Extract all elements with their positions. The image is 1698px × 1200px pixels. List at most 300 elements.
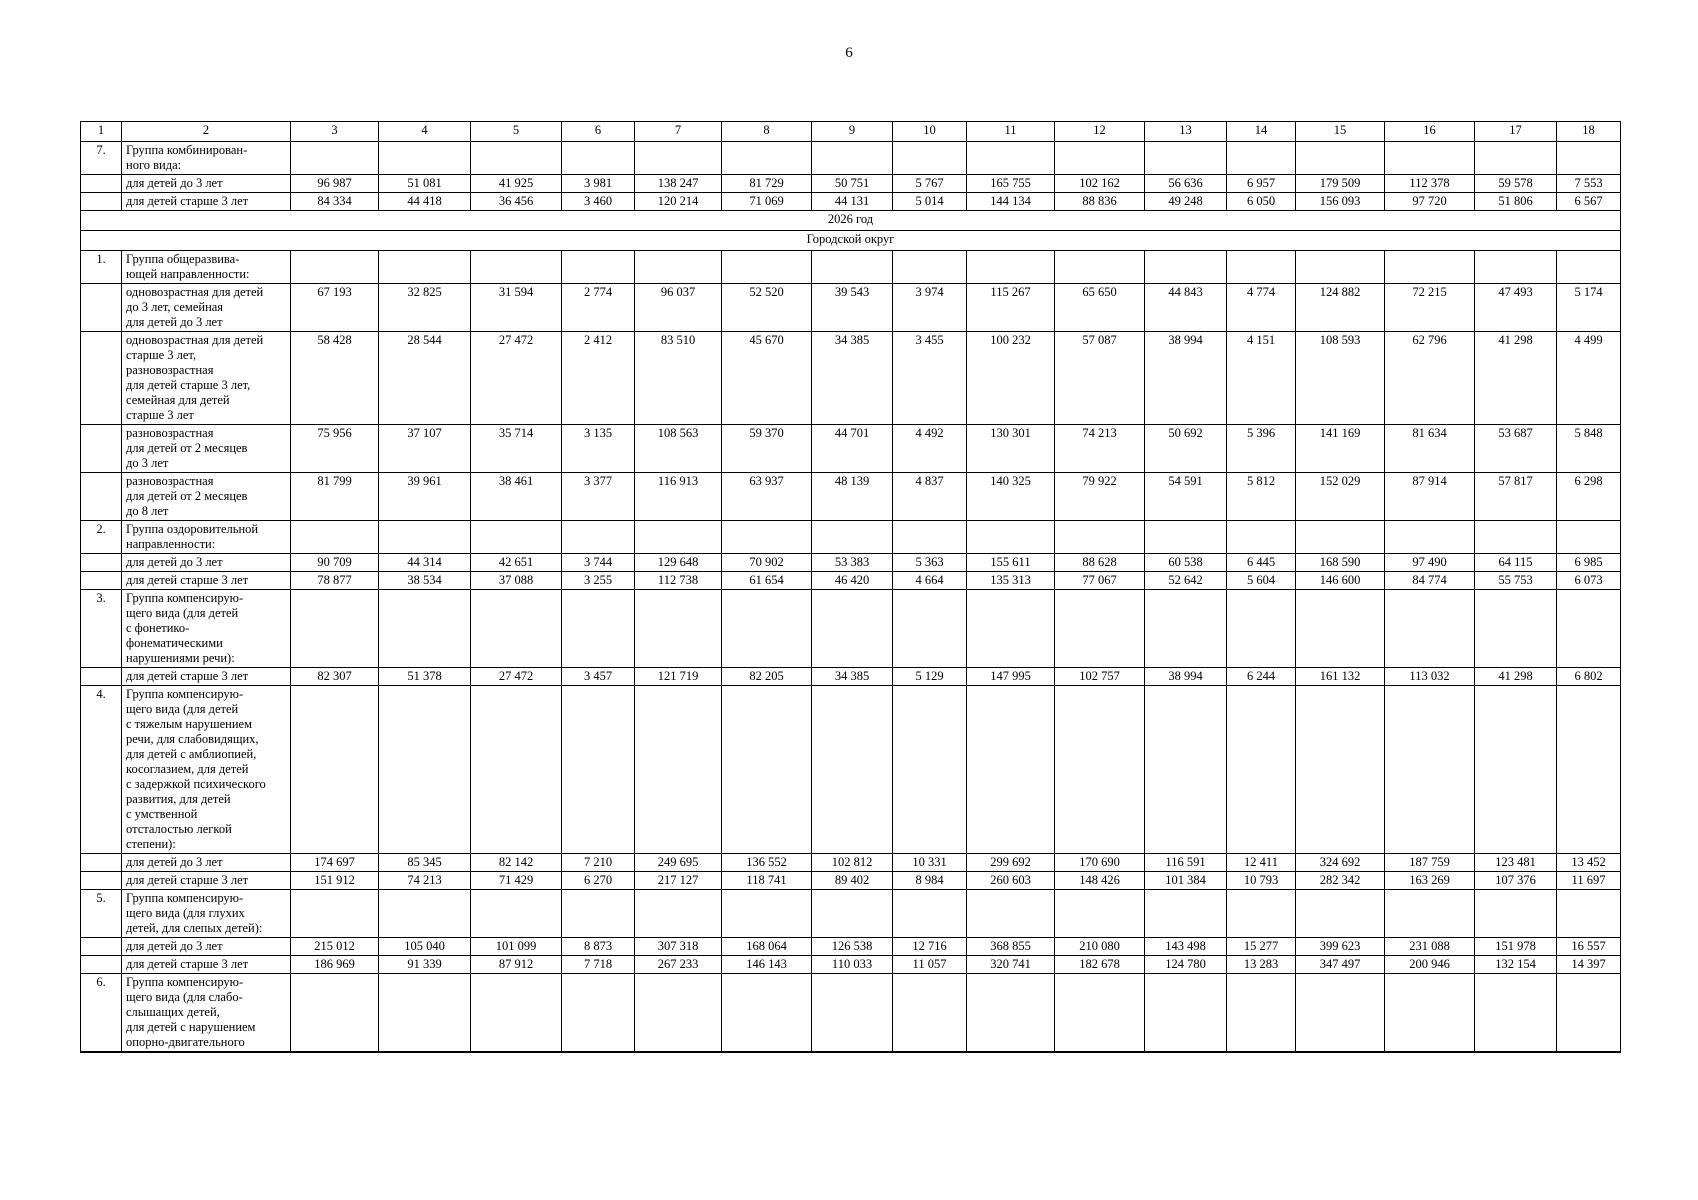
row-number — [81, 175, 122, 193]
value-cell — [812, 521, 893, 554]
value-cell: 44 418 — [379, 193, 471, 211]
value-cell — [893, 521, 967, 554]
value-cell: 59 578 — [1475, 175, 1557, 193]
value-cell: 3 377 — [562, 473, 635, 521]
table-row — [81, 473, 1621, 521]
value-cell: 3 255 — [562, 572, 635, 590]
table-row — [81, 956, 1621, 974]
value-cell: 58 428 — [291, 332, 379, 425]
value-cell — [379, 142, 471, 175]
value-cell: 7 553 — [1557, 175, 1621, 193]
value-cell: 3 974 — [893, 284, 967, 332]
column-number-cell: 10 — [893, 122, 967, 142]
value-cell: 34 385 — [812, 332, 893, 425]
value-cell: 44 131 — [812, 193, 893, 211]
value-cell — [1385, 974, 1475, 1053]
value-cell: 82 307 — [291, 668, 379, 686]
value-cell — [1055, 974, 1145, 1053]
value-cell — [635, 686, 722, 854]
section-header: 2026 год — [81, 211, 1621, 231]
value-cell: 70 902 — [722, 554, 812, 572]
value-cell: 8 873 — [562, 938, 635, 956]
value-cell — [812, 890, 893, 938]
row-label: Группа компенсирую- щего вида (для слабо- слышащих детей, для детей с нарушением опорно-двигательного — [122, 974, 291, 1053]
value-cell — [379, 686, 471, 854]
value-cell: 115 267 — [967, 284, 1055, 332]
value-cell: 41 298 — [1475, 668, 1557, 686]
group-row — [81, 890, 1621, 938]
value-cell: 105 040 — [379, 938, 471, 956]
value-cell — [967, 142, 1055, 175]
value-cell — [379, 590, 471, 668]
value-cell: 88 628 — [1055, 554, 1145, 572]
value-cell: 112 378 — [1385, 175, 1475, 193]
row-number: 4. — [81, 686, 122, 854]
value-cell: 49 248 — [1145, 193, 1227, 211]
value-cell — [812, 142, 893, 175]
value-cell — [291, 142, 379, 175]
value-cell: 85 345 — [379, 854, 471, 872]
value-cell: 42 651 — [471, 554, 562, 572]
value-cell: 34 385 — [812, 668, 893, 686]
value-cell: 59 370 — [722, 425, 812, 473]
value-cell: 46 420 — [812, 572, 893, 590]
value-cell: 6 244 — [1227, 668, 1296, 686]
value-cell: 74 213 — [379, 872, 471, 890]
value-cell: 41 925 — [471, 175, 562, 193]
value-cell: 102 757 — [1055, 668, 1145, 686]
row-number: 3. — [81, 590, 122, 668]
value-cell: 5 396 — [1227, 425, 1296, 473]
value-cell: 14 397 — [1557, 956, 1621, 974]
value-cell: 267 233 — [635, 956, 722, 974]
value-cell: 141 169 — [1296, 425, 1385, 473]
column-number-cell: 7 — [635, 122, 722, 142]
value-cell — [722, 974, 812, 1053]
table-row — [81, 872, 1621, 890]
table-row — [81, 425, 1621, 473]
value-cell: 5 604 — [1227, 572, 1296, 590]
table-row — [81, 938, 1621, 956]
value-cell: 6 445 — [1227, 554, 1296, 572]
value-cell — [1145, 142, 1227, 175]
value-cell: 138 247 — [635, 175, 722, 193]
column-number-cell: 12 — [1055, 122, 1145, 142]
row-number: 7. — [81, 142, 122, 175]
value-cell — [471, 974, 562, 1053]
value-cell — [1227, 251, 1296, 284]
value-cell — [893, 590, 967, 668]
value-cell: 179 509 — [1296, 175, 1385, 193]
value-cell: 45 670 — [722, 332, 812, 425]
value-cell: 101 099 — [471, 938, 562, 956]
value-cell: 81 634 — [1385, 425, 1475, 473]
value-cell — [967, 686, 1055, 854]
value-cell: 6 073 — [1557, 572, 1621, 590]
value-cell: 10 793 — [1227, 872, 1296, 890]
value-cell: 147 995 — [967, 668, 1055, 686]
value-cell — [1296, 251, 1385, 284]
value-cell — [379, 974, 471, 1053]
value-cell: 3 981 — [562, 175, 635, 193]
value-cell — [967, 890, 1055, 938]
value-cell — [1055, 251, 1145, 284]
value-cell — [471, 251, 562, 284]
value-cell — [1145, 590, 1227, 668]
value-cell: 132 154 — [1475, 956, 1557, 974]
value-cell — [893, 686, 967, 854]
column-number-cell: 15 — [1296, 122, 1385, 142]
value-cell — [1385, 142, 1475, 175]
value-cell: 12 411 — [1227, 854, 1296, 872]
value-cell: 72 215 — [1385, 284, 1475, 332]
value-cell — [635, 251, 722, 284]
value-cell: 4 499 — [1557, 332, 1621, 425]
value-cell — [1296, 890, 1385, 938]
value-cell: 140 325 — [967, 473, 1055, 521]
value-cell: 3 457 — [562, 668, 635, 686]
value-cell: 31 594 — [471, 284, 562, 332]
value-cell — [1296, 521, 1385, 554]
value-cell: 5 174 — [1557, 284, 1621, 332]
row-number — [81, 872, 122, 890]
value-cell — [1145, 521, 1227, 554]
row-label: для детей старше 3 лет — [122, 956, 291, 974]
value-cell: 39 543 — [812, 284, 893, 332]
value-cell — [635, 590, 722, 668]
value-cell — [722, 251, 812, 284]
value-cell — [291, 521, 379, 554]
value-cell — [1557, 521, 1621, 554]
value-cell: 47 493 — [1475, 284, 1557, 332]
value-cell — [379, 521, 471, 554]
value-cell: 2 412 — [562, 332, 635, 425]
value-cell — [1227, 890, 1296, 938]
column-number-row — [81, 122, 1621, 142]
value-cell: 50 692 — [1145, 425, 1227, 473]
value-cell: 89 402 — [812, 872, 893, 890]
value-cell: 61 654 — [722, 572, 812, 590]
value-cell — [967, 521, 1055, 554]
value-cell: 307 318 — [635, 938, 722, 956]
value-cell — [1055, 142, 1145, 175]
value-cell: 187 759 — [1385, 854, 1475, 872]
value-cell — [471, 521, 562, 554]
value-cell — [1475, 251, 1557, 284]
row-number — [81, 473, 122, 521]
value-cell: 41 298 — [1475, 332, 1557, 425]
value-cell: 38 994 — [1145, 332, 1227, 425]
value-cell — [471, 590, 562, 668]
value-cell: 87 912 — [471, 956, 562, 974]
value-cell: 44 843 — [1145, 284, 1227, 332]
value-cell: 28 544 — [379, 332, 471, 425]
value-cell: 7 718 — [562, 956, 635, 974]
row-number: 5. — [81, 890, 122, 938]
value-cell: 64 115 — [1475, 554, 1557, 572]
value-cell — [1145, 974, 1227, 1053]
value-cell: 39 961 — [379, 473, 471, 521]
column-number-cell: 6 — [562, 122, 635, 142]
value-cell: 102 812 — [812, 854, 893, 872]
table-row — [81, 554, 1621, 572]
value-cell — [812, 974, 893, 1053]
value-cell: 44 314 — [379, 554, 471, 572]
value-cell: 55 753 — [1475, 572, 1557, 590]
value-cell — [722, 890, 812, 938]
value-cell — [1385, 251, 1475, 284]
value-cell — [1475, 142, 1557, 175]
value-cell — [1227, 590, 1296, 668]
value-cell: 7 210 — [562, 854, 635, 872]
value-cell: 52 520 — [722, 284, 812, 332]
value-cell: 5 014 — [893, 193, 967, 211]
value-cell: 165 755 — [967, 175, 1055, 193]
row-number — [81, 938, 122, 956]
value-cell: 399 623 — [1296, 938, 1385, 956]
value-cell: 108 593 — [1296, 332, 1385, 425]
value-cell — [1385, 521, 1475, 554]
value-cell: 4 151 — [1227, 332, 1296, 425]
value-cell — [562, 251, 635, 284]
value-cell: 81 729 — [722, 175, 812, 193]
value-cell — [1557, 142, 1621, 175]
value-cell: 135 313 — [967, 572, 1055, 590]
value-cell: 97 720 — [1385, 193, 1475, 211]
value-cell — [893, 251, 967, 284]
table-row — [81, 332, 1621, 425]
value-cell: 168 590 — [1296, 554, 1385, 572]
table-row — [81, 175, 1621, 193]
value-cell — [291, 890, 379, 938]
value-cell — [893, 142, 967, 175]
value-cell: 81 799 — [291, 473, 379, 521]
value-cell: 126 538 — [812, 938, 893, 956]
value-cell — [1557, 974, 1621, 1053]
value-cell — [1227, 686, 1296, 854]
value-cell: 63 937 — [722, 473, 812, 521]
row-label: Группа компенсирую- щего вида (для глухих детей, для слепых детей): — [122, 890, 291, 938]
row-label: одновозрастная для детей старше 3 лет, разновозрастная для детей старше 3 лет, семейная для детей старше 3 лет — [122, 332, 291, 425]
value-cell: 50 751 — [812, 175, 893, 193]
row-number — [81, 284, 122, 332]
row-number — [81, 193, 122, 211]
value-cell — [1055, 686, 1145, 854]
value-cell — [562, 686, 635, 854]
value-cell: 3 744 — [562, 554, 635, 572]
value-cell — [967, 251, 1055, 284]
value-cell: 148 426 — [1055, 872, 1145, 890]
row-label: Группа комбинирован- ного вида: — [122, 142, 291, 175]
value-cell: 136 552 — [722, 854, 812, 872]
value-cell: 54 591 — [1145, 473, 1227, 521]
value-cell: 91 339 — [379, 956, 471, 974]
value-cell: 96 987 — [291, 175, 379, 193]
value-cell: 4 774 — [1227, 284, 1296, 332]
value-cell: 260 603 — [967, 872, 1055, 890]
value-cell: 5 129 — [893, 668, 967, 686]
row-label: для детей до 3 лет — [122, 175, 291, 193]
value-cell — [812, 686, 893, 854]
value-cell: 13 283 — [1227, 956, 1296, 974]
value-cell: 79 922 — [1055, 473, 1145, 521]
row-number: 2. — [81, 521, 122, 554]
value-cell: 6 957 — [1227, 175, 1296, 193]
value-cell — [722, 590, 812, 668]
value-cell — [722, 686, 812, 854]
value-cell: 74 213 — [1055, 425, 1145, 473]
value-cell: 51 081 — [379, 175, 471, 193]
row-label: для детей до 3 лет — [122, 938, 291, 956]
value-cell — [722, 142, 812, 175]
value-cell: 156 093 — [1296, 193, 1385, 211]
row-number — [81, 572, 122, 590]
value-cell: 36 456 — [471, 193, 562, 211]
value-cell — [471, 890, 562, 938]
value-cell: 84 334 — [291, 193, 379, 211]
value-cell: 161 132 — [1296, 668, 1385, 686]
row-label: Группа компенсирую- щего вида (для детей с тяжелым нарушением речи, для слабовидящих, для детей с амблиопией, косоглазием, для детей с задержкой психического развития, для детей с умственной отсталостью легкой степени): — [122, 686, 291, 854]
value-cell — [1296, 686, 1385, 854]
value-cell — [1557, 686, 1621, 854]
value-cell — [379, 890, 471, 938]
value-cell: 347 497 — [1296, 956, 1385, 974]
table-row — [81, 668, 1621, 686]
value-cell: 5 363 — [893, 554, 967, 572]
value-cell: 48 139 — [812, 473, 893, 521]
column-number-cell: 3 — [291, 122, 379, 142]
value-cell — [562, 521, 635, 554]
value-cell: 121 719 — [635, 668, 722, 686]
value-cell: 120 214 — [635, 193, 722, 211]
value-cell: 116 591 — [1145, 854, 1227, 872]
value-cell — [1227, 974, 1296, 1053]
value-cell: 96 037 — [635, 284, 722, 332]
value-cell — [1296, 590, 1385, 668]
value-cell: 124 882 — [1296, 284, 1385, 332]
value-cell: 97 490 — [1385, 554, 1475, 572]
value-cell: 12 716 — [893, 938, 967, 956]
row-number — [81, 554, 122, 572]
value-cell: 299 692 — [967, 854, 1055, 872]
value-cell: 78 877 — [291, 572, 379, 590]
value-cell: 62 796 — [1385, 332, 1475, 425]
value-cell — [471, 142, 562, 175]
table-row — [81, 284, 1621, 332]
value-cell: 6 802 — [1557, 668, 1621, 686]
value-cell: 82 205 — [722, 668, 812, 686]
value-cell — [291, 974, 379, 1053]
value-cell: 368 855 — [967, 938, 1055, 956]
value-cell: 11 057 — [893, 956, 967, 974]
value-cell: 35 714 — [471, 425, 562, 473]
value-cell: 71 069 — [722, 193, 812, 211]
value-cell: 44 701 — [812, 425, 893, 473]
value-cell: 8 984 — [893, 872, 967, 890]
column-number-cell: 1 — [81, 122, 122, 142]
value-cell: 3 455 — [893, 332, 967, 425]
value-cell — [1055, 890, 1145, 938]
value-cell: 5 812 — [1227, 473, 1296, 521]
value-cell: 3 460 — [562, 193, 635, 211]
row-number: 6. — [81, 974, 122, 1053]
value-cell: 87 914 — [1385, 473, 1475, 521]
value-cell: 38 994 — [1145, 668, 1227, 686]
row-label: для детей до 3 лет — [122, 854, 291, 872]
value-cell — [1557, 251, 1621, 284]
value-cell: 110 033 — [812, 956, 893, 974]
value-cell: 6 567 — [1557, 193, 1621, 211]
value-cell — [1385, 686, 1475, 854]
value-cell: 151 978 — [1475, 938, 1557, 956]
value-cell: 38 534 — [379, 572, 471, 590]
value-cell: 112 738 — [635, 572, 722, 590]
value-cell: 11 697 — [1557, 872, 1621, 890]
group-row — [81, 251, 1621, 284]
value-cell: 108 563 — [635, 425, 722, 473]
value-cell: 210 080 — [1055, 938, 1145, 956]
column-number-cell: 8 — [722, 122, 812, 142]
value-cell: 324 692 — [1296, 854, 1385, 872]
value-cell: 101 384 — [1145, 872, 1227, 890]
table-row — [81, 572, 1621, 590]
column-number-cell: 16 — [1385, 122, 1475, 142]
value-cell — [1296, 974, 1385, 1053]
value-cell — [1055, 521, 1145, 554]
value-cell: 88 836 — [1055, 193, 1145, 211]
value-cell — [379, 251, 471, 284]
value-cell: 53 383 — [812, 554, 893, 572]
row-label: для детей старше 3 лет — [122, 572, 291, 590]
value-cell: 37 088 — [471, 572, 562, 590]
value-cell — [291, 251, 379, 284]
value-cell — [635, 974, 722, 1053]
value-cell — [1055, 590, 1145, 668]
value-cell — [967, 590, 1055, 668]
value-cell: 5 848 — [1557, 425, 1621, 473]
row-label: Группа компенсирую- щего вида (для детей с фонетико- фонематическими нарушениями речи): — [122, 590, 291, 668]
value-cell: 51 378 — [379, 668, 471, 686]
value-cell: 4 492 — [893, 425, 967, 473]
value-cell: 5 767 — [893, 175, 967, 193]
value-cell: 231 088 — [1385, 938, 1475, 956]
value-cell — [1227, 142, 1296, 175]
row-label: Группа общеразвива- ющей направленности: — [122, 251, 291, 284]
value-cell: 60 538 — [1145, 554, 1227, 572]
column-number-cell: 2 — [122, 122, 291, 142]
value-cell — [562, 974, 635, 1053]
value-cell: 16 557 — [1557, 938, 1621, 956]
value-cell — [1475, 521, 1557, 554]
value-cell: 155 611 — [967, 554, 1055, 572]
value-cell: 215 012 — [291, 938, 379, 956]
value-cell: 100 232 — [967, 332, 1055, 425]
row-label: разновозрастная для детей от 2 месяцев до 3 лет — [122, 425, 291, 473]
value-cell — [1227, 521, 1296, 554]
value-cell — [893, 890, 967, 938]
value-cell: 170 690 — [1055, 854, 1145, 872]
column-number-cell: 5 — [471, 122, 562, 142]
row-label: Группа оздоровительной направленности: — [122, 521, 291, 554]
row-label: для детей до 3 лет — [122, 554, 291, 572]
group-row — [81, 974, 1621, 1053]
group-row — [81, 142, 1621, 175]
column-number-cell: 18 — [1557, 122, 1621, 142]
value-cell: 182 678 — [1055, 956, 1145, 974]
value-cell: 57 817 — [1475, 473, 1557, 521]
value-cell: 186 969 — [291, 956, 379, 974]
value-cell — [1475, 590, 1557, 668]
